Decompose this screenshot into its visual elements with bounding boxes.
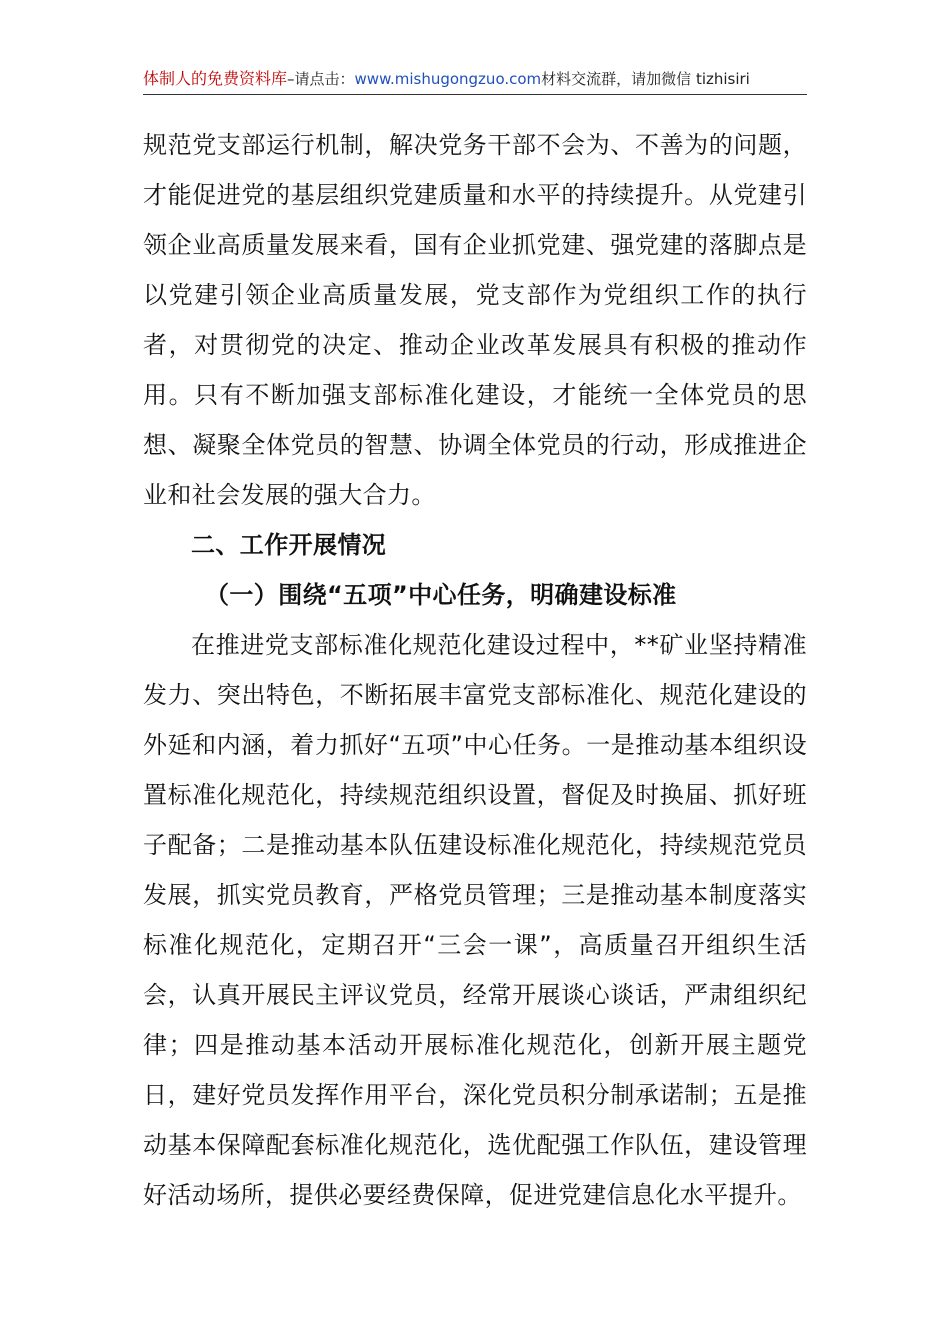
header-brand: 体制人的免费资料库 [143,69,288,88]
header-prompt: –请点击： [287,70,355,88]
header-website-link[interactable]: www.mishugongzuo.com [354,70,542,88]
header-contact: 材料交流群，请加微信 tizhisiri [541,70,750,88]
document-body [143,120,807,1220]
paragraph-body: 在推进党支部标准化规范化建设过程中，**矿业坚持精准发力、突出特色，不断拓展丰富党支部标准化、规范化建设的外延和内涵，着力抓好“五项”中心任务。一是推动基本组织设置标准化规范化，持续规范组织设置，督促及时换届、抓好班子配备；二是推动基本队伍建设标准化规范化，持续规范党员发展，抓实党员教育，严格党员管理；三是推动基本制度落实标准化规范化，定期召开“三会一课”，高质量召开组织生活会，认真开展民主评议党员，经常开展谈心谈话，严肃组织纪律；四是推动基本活动开展标准化规范化，创新开展主题党日，建好党员发挥作用平台，深化党员积分制承诺制；五是推动基本保障配套标准化规范化，选优配强工作队伍，建设管理好活动场所，提供必要经费保障，促进党建信息化水平提升。 [143,631,807,1209]
subsection-heading: （一）围绕“五项”中心任务，明确建设标准 [205,581,677,609]
page-header [143,64,807,95]
paragraph-continued: 规范党支部运行机制，解决党务干部不会为、不善为的问题，才能促进党的基层组织党建质量和水平的持续提升。从党建引领企业高质量发展来看，国有企业抓党建、强党建的落脚点是以党建引领企业高质量发展，党支部作为党组织工作的执行者，对贯彻党的决定、推动企业改革发展具有积极的推动作用。只有不断加强支部标准化建设，才能统一全体党员的思想、凝聚全体党员的智慧、协调全体党员的行动，形成推进企业和社会发展的强大合力。 [143,131,807,509]
section-heading: 二、工作开展情况 [191,531,387,559]
